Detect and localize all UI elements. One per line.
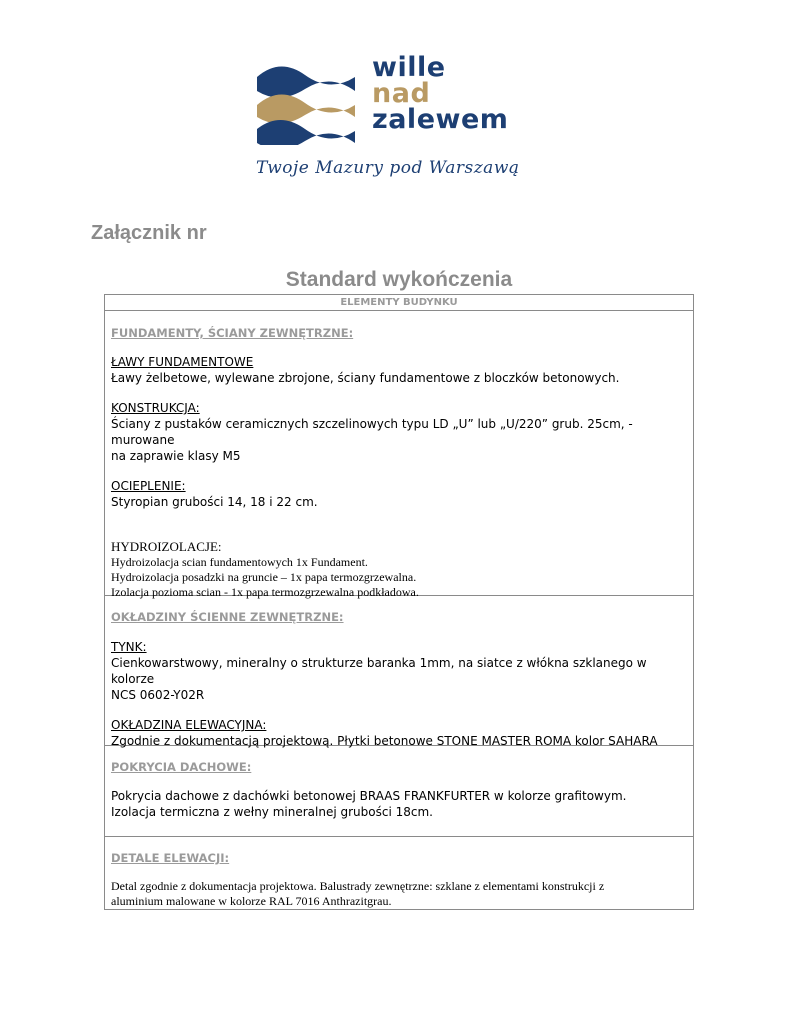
- block-label: OKŁADZINA ELEWACYJNA:: [111, 718, 267, 732]
- block-text: Izolacja pozioma scian - 1x papa termozgrzewalna podkładowa.: [111, 585, 419, 599]
- section-title: OKŁADZINY ŚCIENNE ZEWNĘTRZNE:: [111, 610, 344, 624]
- block-text: Styropian grubości 14, 18 i 22 cm.: [111, 495, 318, 509]
- section-roofing: [105, 746, 693, 837]
- logo-tagline: Twoje Mazury pod Warszawą: [256, 158, 520, 178]
- block-text: Hydroizolacja scian fundamentowych 1x Fundament.: [111, 555, 368, 569]
- block-text: na zaprawie klasy M5: [111, 449, 241, 463]
- block-text: Detal zgodnie z dokumentacja projektowa. Balustrady zewnętrzne: szklane z elementami konstrukcji z: [111, 879, 605, 893]
- section-facade-details: [105, 837, 693, 909]
- block-label: OCIEPLENIE:: [111, 479, 186, 493]
- table-header: ELEMENTY BUDYNKU: [105, 295, 693, 311]
- block-label: KONSTRUKCJA:: [111, 401, 200, 415]
- block-text: aluminium malowane w kolorze RAL 7016 Anthrazitgrau.: [111, 894, 392, 908]
- block-label: ŁAWY FUNDAMENTOWE: [111, 355, 254, 369]
- logo-line-1: wille: [372, 52, 446, 83]
- section-foundations: [105, 311, 693, 599]
- block-label: TYNK:: [111, 640, 147, 654]
- block-text: Pokrycia dachowe z dachówki betonowej BRAAS FRANKFURTER w kolorze grafitowym.: [111, 789, 627, 803]
- section-title: DETALE ELEWACJI:: [111, 851, 230, 865]
- block-label: HYDROIZOLACJE:: [111, 539, 222, 554]
- section-title: POKRYCIA DACHOWE:: [111, 760, 252, 774]
- spec-table: [104, 294, 694, 910]
- section-title: FUNDAMENTY, ŚCIANY ZEWNĘTRZNE:: [111, 326, 354, 340]
- block-text: Ławy żelbetowe, wylewane zbrojone, ściany fundamentowe z bloczków betonowych.: [111, 371, 620, 385]
- logo-line-3: zalewem: [372, 104, 509, 135]
- block-text: Ściany z pustaków ceramicznych szczelinowych typu LD „U” lub „U/220” grub. 25cm, - murowane: [111, 417, 633, 447]
- logo-wordmark: [372, 52, 509, 135]
- logo-line-2: nad: [372, 78, 431, 109]
- section-wall-cladding: [105, 596, 693, 746]
- block-text: Zgodnie z dokumentacją projektową. Płytki betonowe STONE MASTER ROMA kolor SAHARA: [111, 734, 658, 748]
- block-text: NCS 0602-Y02R: [111, 688, 205, 702]
- document-title: Standard wykończenia: [285, 268, 513, 291]
- block-text: Cienkowarstwowy, mineralny o strukturze baranka 1mm, na siatce z włókna szklanego w kolorze: [111, 656, 647, 686]
- block-text: Hydroizolacja posadzki na gruncie – 1x papa termozgrzewalna.: [111, 570, 417, 584]
- block-text: Izolacja termiczna z wełny mineralnej grubości 18cm.: [111, 805, 433, 819]
- annex-heading: Załącznik nr: [91, 222, 207, 244]
